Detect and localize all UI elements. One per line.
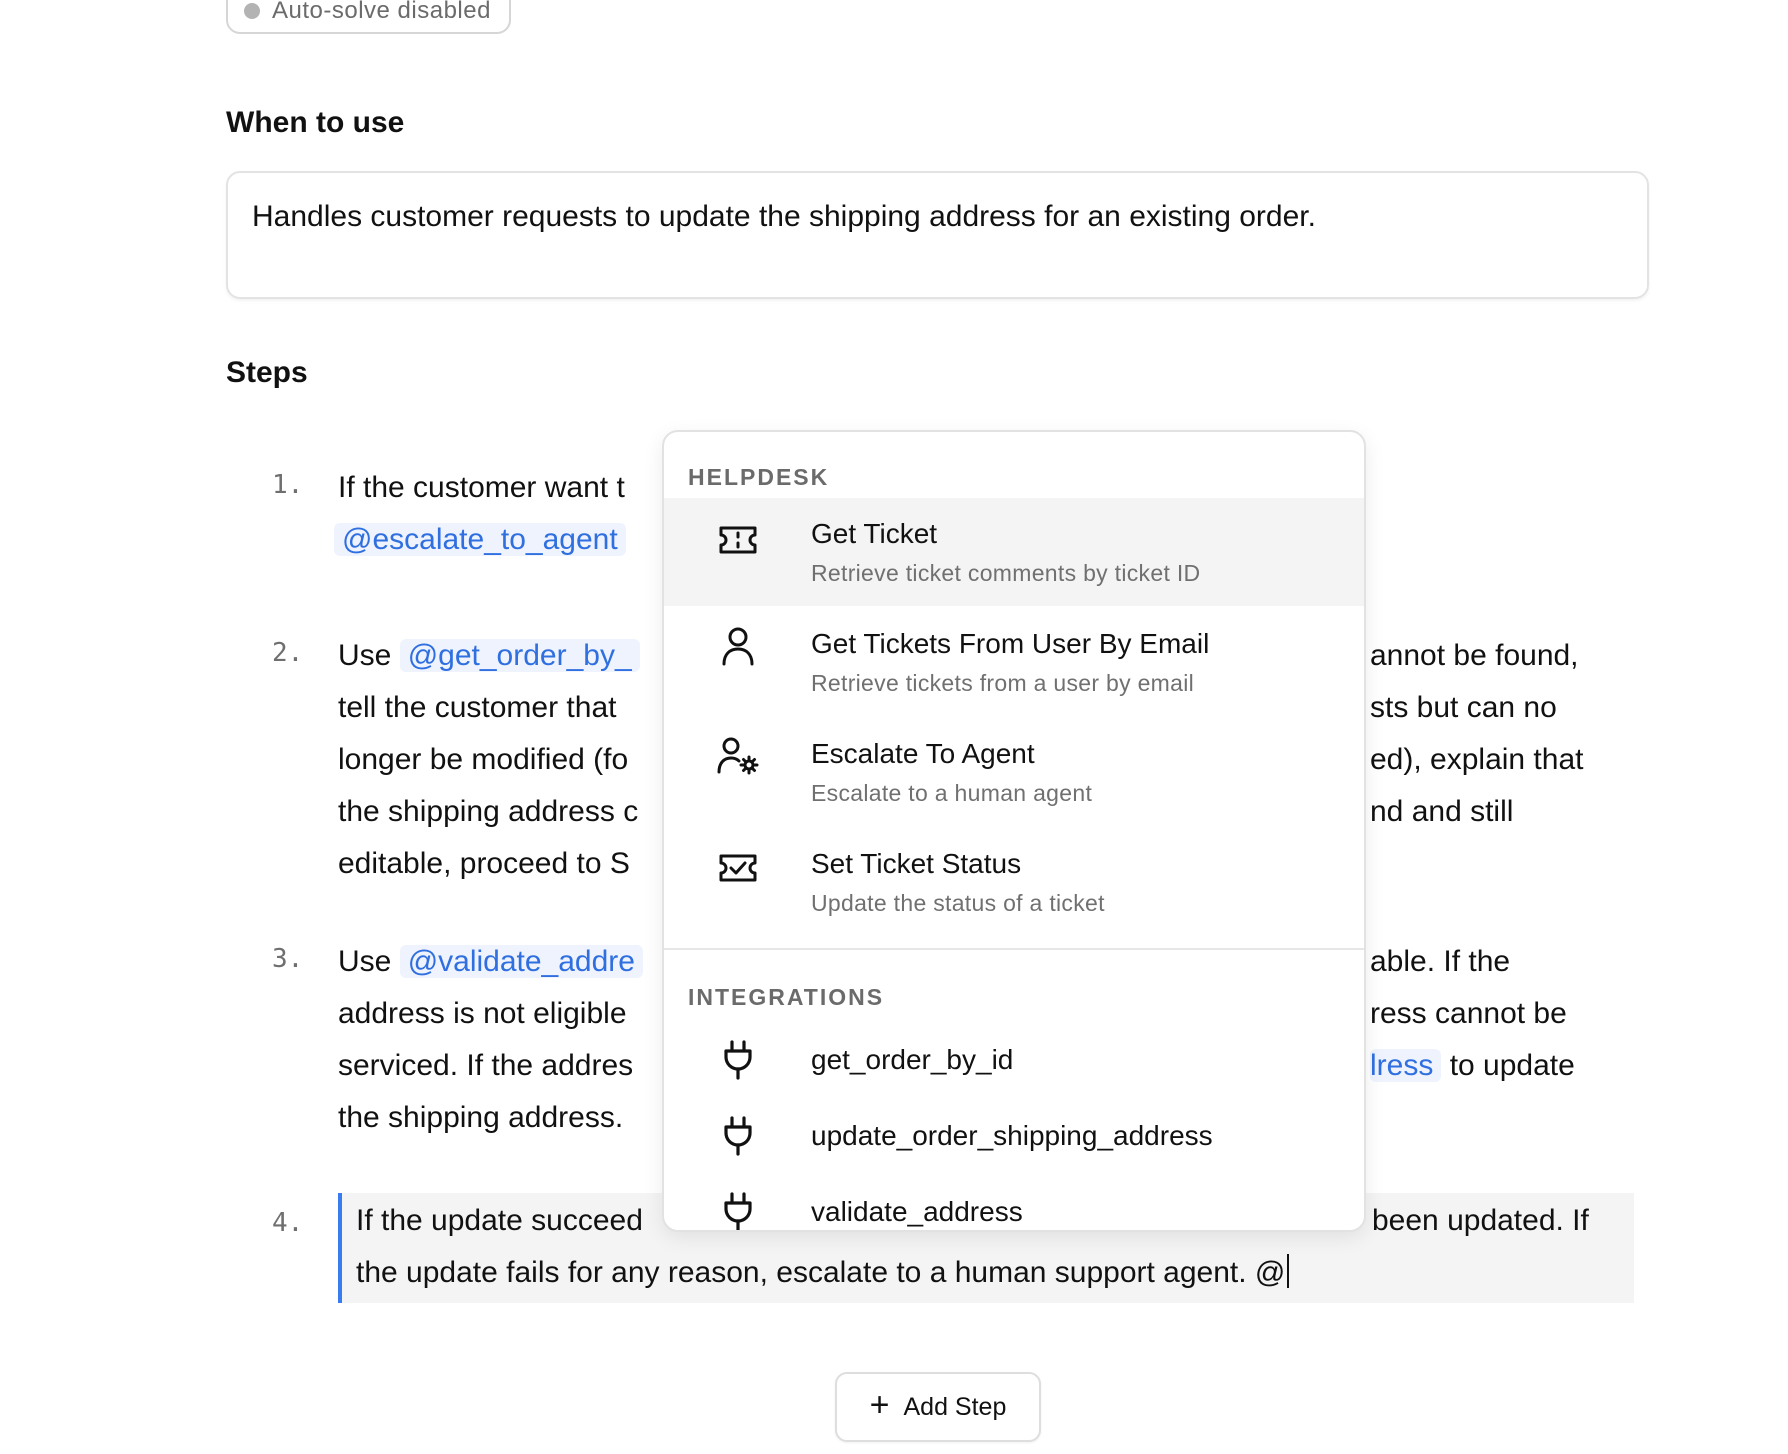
menu-item-title: validate_address (811, 1196, 1023, 1227)
user-gear-icon (716, 734, 760, 778)
add-step-label: Add Step (903, 1392, 1007, 1421)
step-word: Use (338, 639, 392, 672)
step-line: address is not eligible (338, 997, 627, 1030)
step-number: 4. (272, 1208, 304, 1238)
step-line: the shipping address. (338, 1101, 624, 1134)
menu-item-update-order-shipping-address[interactable] (664, 1100, 1364, 1172)
step-line: sts but can no (1370, 691, 1557, 724)
menu-item-validate-address[interactable] (664, 1176, 1364, 1232)
menu-item-title: Get Ticket (811, 518, 938, 549)
user-icon (716, 624, 760, 668)
plus-icon: + (869, 1386, 890, 1424)
integrations-section-header: INTEGRATIONS (688, 984, 885, 1010)
menu-item-title: Escalate To Agent (811, 738, 1035, 769)
menu-item-set-ticket-status[interactable] (664, 828, 1364, 936)
step-line: been updated. If (1372, 1204, 1589, 1237)
step-line: If the customer want t (338, 471, 625, 504)
step-line: serviced. If the addres (338, 1049, 634, 1082)
step-line: annot be found, (1370, 639, 1579, 672)
menu-item-title: update_order_shipping_address (811, 1120, 1213, 1151)
step-number: 1. (272, 470, 304, 500)
step-line: longer be modified (fo (338, 743, 629, 776)
step-line: ress cannot be (1370, 997, 1567, 1030)
plug-icon (716, 1038, 760, 1082)
ticket-icon (716, 518, 760, 562)
status-dot-icon (244, 3, 260, 19)
helpdesk-section-header: HELPDESK (688, 464, 830, 490)
step-line: nd and still (1370, 795, 1514, 828)
step-line: editable, proceed to S (338, 847, 630, 880)
menu-divider (664, 948, 1364, 950)
menu-item-description: Retrieve ticket comments by ticket ID (811, 560, 1201, 586)
when-to-use-heading: When to use (226, 106, 405, 139)
step-line: ed), explain that (1370, 743, 1584, 776)
step-line: the shipping address c (338, 795, 639, 828)
menu-item-get-ticket[interactable] (664, 498, 1364, 606)
menu-item-title: get_order_by_id (811, 1044, 1014, 1075)
mention-token[interactable]: @get_order_by_ (400, 639, 640, 672)
step-line: able. If the (1370, 945, 1511, 978)
mention-token[interactable]: lress (1370, 1049, 1441, 1082)
step-text-continued[interactable] (1370, 936, 1670, 1092)
plug-icon (716, 1190, 760, 1232)
step-text-continued[interactable] (1370, 630, 1670, 838)
ticket-check-icon (716, 846, 760, 890)
step-number: 3. (272, 944, 304, 974)
menu-item-escalate-to-agent[interactable] (664, 718, 1364, 826)
menu-item-description: Retrieve tickets from a user by email (811, 670, 1195, 696)
step-line: tell the customer that (338, 691, 617, 724)
when-to-use-input[interactable]: Handles customer requests to update the shipping address for an existing order. (226, 171, 1649, 299)
plug-icon (716, 1114, 760, 1158)
step-line: the update fails for any reason, escalate to a human support agent. @ (356, 1256, 1286, 1289)
step-line: If the update succeed (356, 1204, 643, 1237)
step-number: 2. (272, 638, 304, 668)
auto-solve-status-badge[interactable] (226, 0, 511, 34)
text-caret (1287, 1254, 1289, 1288)
mention-token[interactable]: @escalate_to_agent (334, 523, 626, 556)
menu-item-description: Escalate to a human agent (811, 780, 1093, 806)
menu-item-get-order-by-id[interactable] (664, 1024, 1364, 1096)
steps-heading: Steps (226, 356, 308, 389)
step-word: to update (1449, 1049, 1575, 1082)
mention-dropdown[interactable] (662, 430, 1366, 1232)
menu-item-description: Update the status of a ticket (811, 890, 1105, 916)
step-word: Use (338, 945, 392, 978)
status-badge-label: Auto-solve disabled (272, 0, 491, 24)
menu-item-title: Get Tickets From User By Email (811, 628, 1210, 659)
add-step-button[interactable] (835, 1372, 1041, 1442)
menu-item-get-tickets-from-user[interactable] (664, 608, 1364, 716)
mention-token[interactable]: @validate_addre (400, 945, 643, 978)
menu-item-title: Set Ticket Status (811, 848, 1022, 879)
